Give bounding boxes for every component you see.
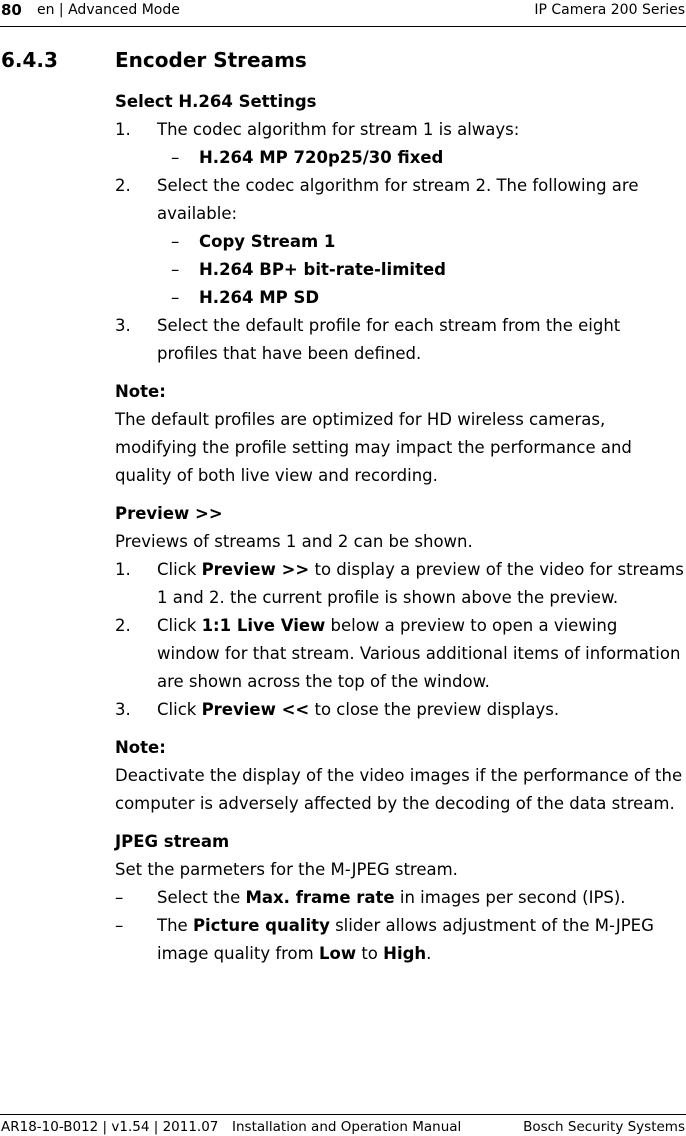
step-text: The codec algorithm for stream 1 is always: bbox=[157, 120, 520, 139]
step-number: 1. bbox=[115, 120, 131, 139]
jpeg-intro: Set the parmeters for the M-JPEG stream. bbox=[115, 860, 458, 879]
item-text: . bbox=[426, 944, 432, 963]
jpeg-item-1 bbox=[115, 884, 685, 912]
ui-term: High bbox=[383, 944, 427, 963]
item-text: in images per second (IPS). bbox=[394, 888, 626, 907]
section-number: 6.4.3 bbox=[1, 48, 58, 72]
footer-manual: Installation and Operation Manual bbox=[232, 1119, 462, 1135]
preview-intro: Previews of streams 1 and 2 can be shown. bbox=[115, 532, 473, 551]
note-label: Note: bbox=[115, 738, 166, 757]
preview-step-1 bbox=[115, 556, 685, 612]
dash-bullet: – bbox=[171, 232, 180, 251]
dash-bullet: – bbox=[171, 260, 180, 279]
header-section: en | Advanced Mode bbox=[37, 2, 180, 18]
h264-option bbox=[115, 284, 685, 312]
step-text: Click bbox=[157, 616, 202, 635]
option-text: H.264 MP 720p25/30 fixed bbox=[199, 148, 444, 167]
footer-company: Bosch Security Systems bbox=[523, 1119, 685, 1135]
preview-step-3 bbox=[115, 696, 685, 724]
h264-option bbox=[115, 144, 685, 172]
step-text: Select the default profile for each stream from the eight profiles that have been defined. bbox=[157, 316, 621, 363]
option-text: Copy Stream 1 bbox=[199, 232, 336, 251]
step-number: 2. bbox=[115, 176, 131, 195]
step-number: 3. bbox=[115, 316, 131, 335]
step-number: 3. bbox=[115, 700, 131, 719]
step-text: Click bbox=[157, 700, 202, 719]
page-body bbox=[115, 88, 685, 968]
dash-bullet: – bbox=[115, 888, 124, 907]
note-text: The default profiles are optimized for HD wireless cameras, modifying the profile setting may impact the performance and quality of both live view and recording. bbox=[115, 410, 632, 485]
page-header bbox=[0, 0, 686, 30]
h264-option bbox=[115, 228, 685, 256]
item-text: to bbox=[356, 944, 384, 963]
ui-term: Max. frame rate bbox=[245, 888, 395, 907]
jpeg-item-2 bbox=[115, 912, 685, 968]
step-text: to display a preview of the video for streams 1 and 2. the current profile is shown above the preview. bbox=[157, 560, 684, 607]
h264-step-1 bbox=[115, 116, 685, 144]
ui-term: 1:1 Live View bbox=[201, 616, 326, 635]
h264-step-3 bbox=[115, 312, 685, 368]
page-number: 80 bbox=[1, 1, 22, 19]
option-text: H.264 BP+ bit-rate-limited bbox=[199, 260, 446, 279]
h264-option bbox=[115, 256, 685, 284]
step-text: to close the preview displays. bbox=[309, 700, 560, 719]
h264-step-2 bbox=[115, 172, 685, 228]
preview-step-2 bbox=[115, 612, 685, 696]
footer-divider bbox=[0, 1114, 686, 1115]
footer-doc-id: AR18-10-B012 | v1.54 | 2011.07 bbox=[1, 1119, 219, 1135]
step-text: below a preview to open a viewing window for that stream. Various additional items of information are shown across the top of the window. bbox=[157, 616, 681, 691]
item-text: The bbox=[157, 916, 193, 935]
ui-term: Preview >> bbox=[201, 560, 310, 579]
step-text: Click bbox=[157, 560, 202, 579]
note-text: Deactivate the display of the video images if the performance of the computer is adversely affected by the decoding of the data stream. bbox=[115, 766, 683, 813]
header-product: IP Camera 200 Series bbox=[534, 2, 685, 18]
preview-heading: Preview >> bbox=[115, 504, 223, 523]
step-number: 2. bbox=[115, 616, 131, 635]
dash-bullet: – bbox=[115, 916, 124, 935]
dash-bullet: – bbox=[171, 148, 180, 167]
option-text: H.264 MP SD bbox=[199, 288, 320, 307]
step-text: Select the codec algorithm for stream 2. The following are available: bbox=[157, 176, 639, 223]
header-divider bbox=[0, 26, 686, 27]
ui-term: Low bbox=[318, 944, 357, 963]
jpeg-heading: JPEG stream bbox=[115, 832, 230, 851]
section-title: Encoder Streams bbox=[115, 48, 307, 72]
dash-bullet: – bbox=[171, 288, 180, 307]
page-footer bbox=[0, 1106, 686, 1136]
ui-term: Picture quality bbox=[192, 916, 330, 935]
ui-term: Preview << bbox=[201, 700, 310, 719]
note-label: Note: bbox=[115, 382, 166, 401]
h264-heading: Select H.264 Settings bbox=[115, 92, 317, 111]
item-text: Select the bbox=[157, 888, 246, 907]
item-text: slider allows adjustment of the M-JPEG image quality from bbox=[157, 916, 654, 963]
step-number: 1. bbox=[115, 560, 131, 579]
